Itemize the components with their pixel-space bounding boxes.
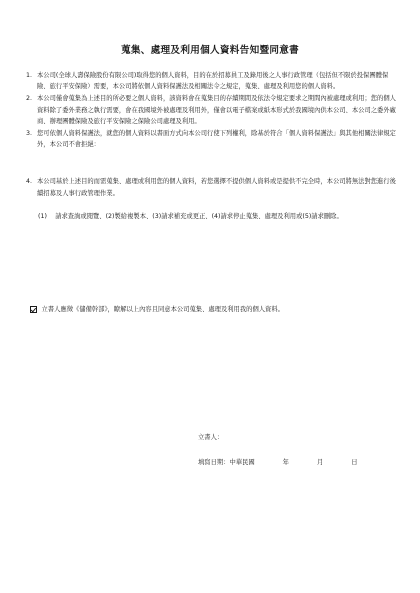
term-number: 1. — [26, 72, 33, 79]
term-text: 本公司(全球人壽保險股份有限公司)取得您的個人資料，目的在於招募員工及錄用後之人事行政管理（包括但不限於投保團體保險、旅行平安保險）需要，本公司將依個人資料保護法及相關法令之規定，蒐集、處理及利用您的個人資料。 — [37, 72, 389, 91]
terms-list — [26, 70, 398, 199]
term-item-3 — [26, 128, 398, 150]
month-label: 月 — [316, 459, 324, 466]
term-item-4 — [26, 176, 398, 198]
term-text: 本公司僅會蒐集為上述目的所必要之個人資料，該資料會在蒐集目的存續期間及依法令規定要求之期間內被處理或利用；您的個人資料除了委外業務之執行需要，會在我國境外被處理及利用外，僅會以電子檔案或紙本形式於我國境內供本公司、本公司之委外廠商、辦理團體保險及旅行平安保險之保險公司處理及利用。 — [37, 95, 396, 125]
signer-label: 立書人： — [198, 434, 224, 441]
term-number: 4. — [26, 178, 33, 186]
consent-text: 立書人應徵《儲備幹部》，瞭解以上內容且同意本公司蒐集、處理及利用我的個人資料。 — [41, 306, 284, 313]
date-label: 填寫日期：中華民國 — [198, 459, 255, 466]
term-number: 3. — [26, 130, 33, 138]
term-text: 您可依個人資料保護法，就您的個人資料以書面方式向本公司行使下列權利，除基於符合「個人資料保護法」與其他相關法律規定外，本公司不會拒絕： — [37, 130, 396, 149]
signer-field — [198, 432, 223, 441]
term-text: 本公司基於上述目的而需蒐集、處理或利用您的個人資料，若您選擇不提供個人資料或是提供不完全時，本公司將無法對您進行後續招募及人事行政管理作業。 — [37, 178, 396, 197]
term-number: 2. — [26, 95, 33, 103]
document-title: 蒐集、處理及利用個人資料告知暨同意書 — [120, 45, 300, 56]
day-label: 日 — [351, 459, 358, 466]
term-item-1 — [26, 70, 398, 92]
rights-list: (1) 請求查詢或閱覽、(2)製給複製本、(3)請求補充或更正、(4)請求停止蒐集、處理及利用或(5)請求刪除。 — [38, 213, 343, 220]
consent-statement — [30, 304, 284, 315]
term-item-2 — [26, 93, 398, 127]
year-label: 年 — [282, 459, 289, 466]
date-field — [198, 457, 358, 466]
consent-checkbox[interactable] — [30, 306, 37, 313]
